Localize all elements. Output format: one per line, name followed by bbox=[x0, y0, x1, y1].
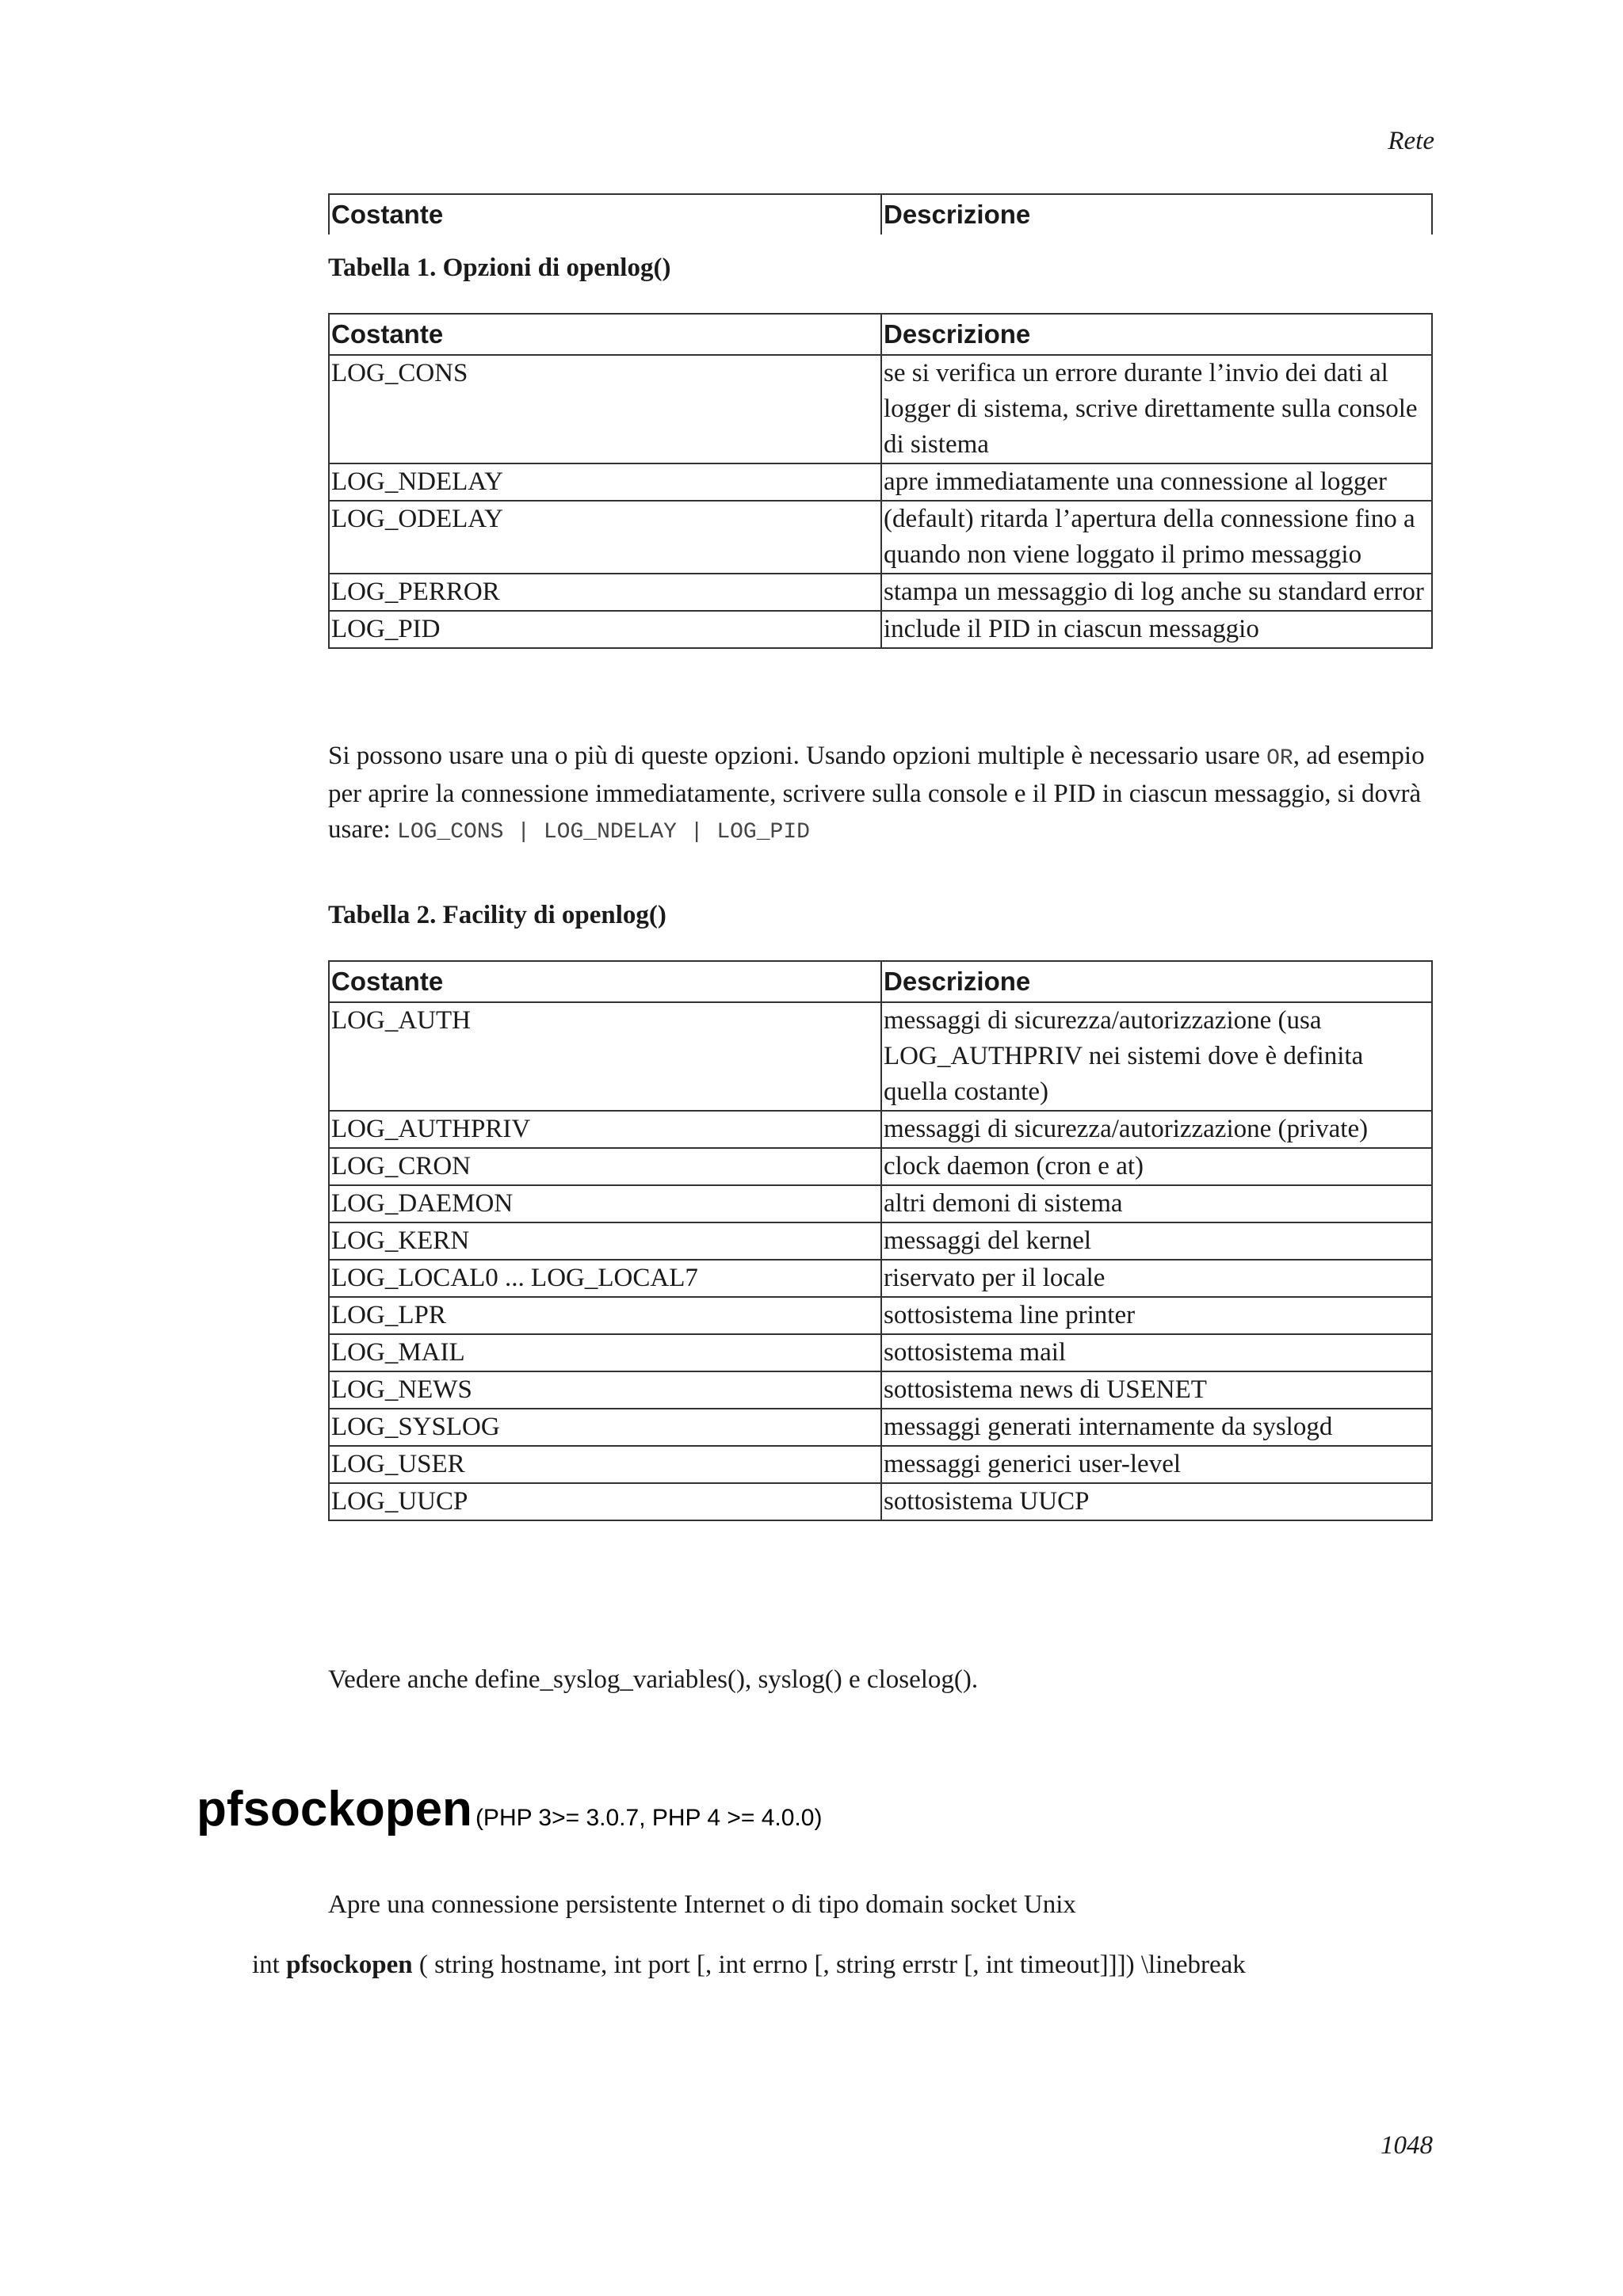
constant-cell: LOG_MAIL bbox=[329, 1334, 881, 1371]
inline-code-or: OR bbox=[1266, 746, 1293, 771]
table-row bbox=[329, 574, 1432, 611]
column-header-constant: Costante bbox=[329, 194, 881, 235]
column-header-constant: Costante bbox=[329, 961, 881, 1002]
constant-cell: LOG_CONS bbox=[329, 355, 881, 463]
constant-cell: LOG_NEWS bbox=[329, 1371, 881, 1409]
table-row bbox=[329, 1260, 1432, 1297]
description-cell: stampa un messaggio di log anche su standard error bbox=[881, 574, 1432, 611]
constant-cell: LOG_PERROR bbox=[329, 574, 881, 611]
description-cell: messaggi generati internamente da syslogd bbox=[881, 1409, 1432, 1446]
description-cell: sottosistema mail bbox=[881, 1334, 1432, 1371]
description-cell: (default) ritarda l’apertura della connessione fino a quando non viene loggato il primo messaggio bbox=[881, 501, 1432, 574]
continued-table-header bbox=[328, 193, 1433, 235]
constant-cell: LOG_PID bbox=[329, 611, 881, 648]
constant-cell: LOG_SYSLOG bbox=[329, 1409, 881, 1446]
synopsis-return-type: int bbox=[252, 1951, 287, 1979]
description-cell: se si verifica un errore durante l’invio dei dati al logger di sistema, scrive direttamente sulla console di sistema bbox=[881, 355, 1432, 463]
options-paragraph bbox=[328, 738, 1433, 850]
table-row bbox=[329, 463, 1432, 501]
description-cell: messaggi generici user-level bbox=[881, 1446, 1432, 1483]
table-row bbox=[329, 1446, 1432, 1483]
constant-cell: LOG_USER bbox=[329, 1446, 881, 1483]
table-row bbox=[329, 1111, 1432, 1148]
table-row bbox=[329, 1409, 1432, 1446]
page-number: 1048 bbox=[1381, 2131, 1433, 2160]
description-cell: apre immediatamente una connessione al logger bbox=[881, 463, 1432, 501]
running-header: Rete bbox=[1388, 127, 1434, 155]
function-name: pfsockopen bbox=[197, 1782, 472, 1836]
description-cell: messaggi di sicurezza/autorizzazione (private) bbox=[881, 1111, 1432, 1148]
constant-cell: LOG_NDELAY bbox=[329, 463, 881, 501]
constant-cell: LOG_CRON bbox=[329, 1148, 881, 1185]
see-also: Vedere anche define_syslog_variables(), syslog() e closelog(). bbox=[328, 1665, 979, 1694]
table1-caption: Tabella 1. Opzioni di openlog() bbox=[328, 254, 671, 282]
table-row bbox=[329, 355, 1432, 463]
constant-cell: LOG_LOCAL0 ... LOG_LOCAL7 bbox=[329, 1260, 881, 1297]
constant-cell: LOG_AUTHPRIV bbox=[329, 1111, 881, 1148]
table-row bbox=[329, 1185, 1432, 1222]
table2-caption: Tabella 2. Facility di openlog() bbox=[328, 901, 666, 929]
column-header-constant: Costante bbox=[329, 314, 881, 355]
function-heading bbox=[197, 1781, 822, 1837]
table-row bbox=[329, 1483, 1432, 1520]
paragraph-text: Si possono usare una o più di queste opzioni. Usando opzioni multiple è necessario usare bbox=[328, 742, 1267, 770]
constant-cell: LOG_DAEMON bbox=[329, 1185, 881, 1222]
table-row bbox=[329, 611, 1432, 648]
constant-cell: LOG_AUTH bbox=[329, 1002, 881, 1111]
function-version: (PHP 3>= 3.0.7, PHP 4 >= 4.0.0) bbox=[475, 1805, 823, 1831]
function-purpose: Apre una connessione persistente Internet o di tipo domain socket Unix bbox=[328, 1890, 1076, 1919]
table-row bbox=[329, 1148, 1432, 1185]
description-cell: include il PID in ciascun messaggio bbox=[881, 611, 1432, 648]
description-cell: sottosistema news di USENET bbox=[881, 1371, 1432, 1409]
description-cell: clock daemon (cron e at) bbox=[881, 1148, 1432, 1185]
description-cell: messaggi del kernel bbox=[881, 1222, 1432, 1260]
constant-cell: LOG_ODELAY bbox=[329, 501, 881, 574]
inline-code-example: LOG_CONS | LOG_NDELAY | LOG_PID bbox=[397, 820, 810, 845]
synopsis-arguments: ( string hostname, int port [, int errno [, string errstr [, int timeout]]]) \linebreak bbox=[412, 1951, 1246, 1979]
openlog-facility-table bbox=[328, 960, 1433, 1521]
description-cell: sottosistema line printer bbox=[881, 1297, 1432, 1334]
constant-cell: LOG_LPR bbox=[329, 1297, 881, 1334]
table-row bbox=[329, 1222, 1432, 1260]
constant-cell: LOG_UUCP bbox=[329, 1483, 881, 1520]
description-cell: messaggi di sicurezza/autorizzazione (usa LOG_AUTHPRIV nei sistemi dove è definita quella costante) bbox=[881, 1002, 1432, 1111]
table-row bbox=[329, 1334, 1432, 1371]
table-row bbox=[329, 1297, 1432, 1334]
column-header-description: Descrizione bbox=[881, 314, 1432, 355]
table-row bbox=[329, 1002, 1432, 1111]
description-cell: altri demoni di sistema bbox=[881, 1185, 1432, 1222]
description-cell: riservato per il locale bbox=[881, 1260, 1432, 1297]
constant-cell: LOG_KERN bbox=[329, 1222, 881, 1260]
openlog-options-table bbox=[328, 313, 1433, 649]
function-synopsis bbox=[252, 1951, 1246, 1980]
table-row bbox=[329, 501, 1432, 574]
synopsis-function-name: pfsockopen bbox=[286, 1951, 413, 1979]
table-row bbox=[329, 1371, 1432, 1409]
description-cell: sottosistema UUCP bbox=[881, 1483, 1432, 1520]
column-header-description: Descrizione bbox=[881, 194, 1432, 235]
column-header-description: Descrizione bbox=[881, 961, 1432, 1002]
paragraph-text: , ad esempio per aprire la connessione immediatamente, scrivere sulla console e il PID in ciascun messaggio, si dovrà usare: bbox=[328, 742, 1425, 844]
